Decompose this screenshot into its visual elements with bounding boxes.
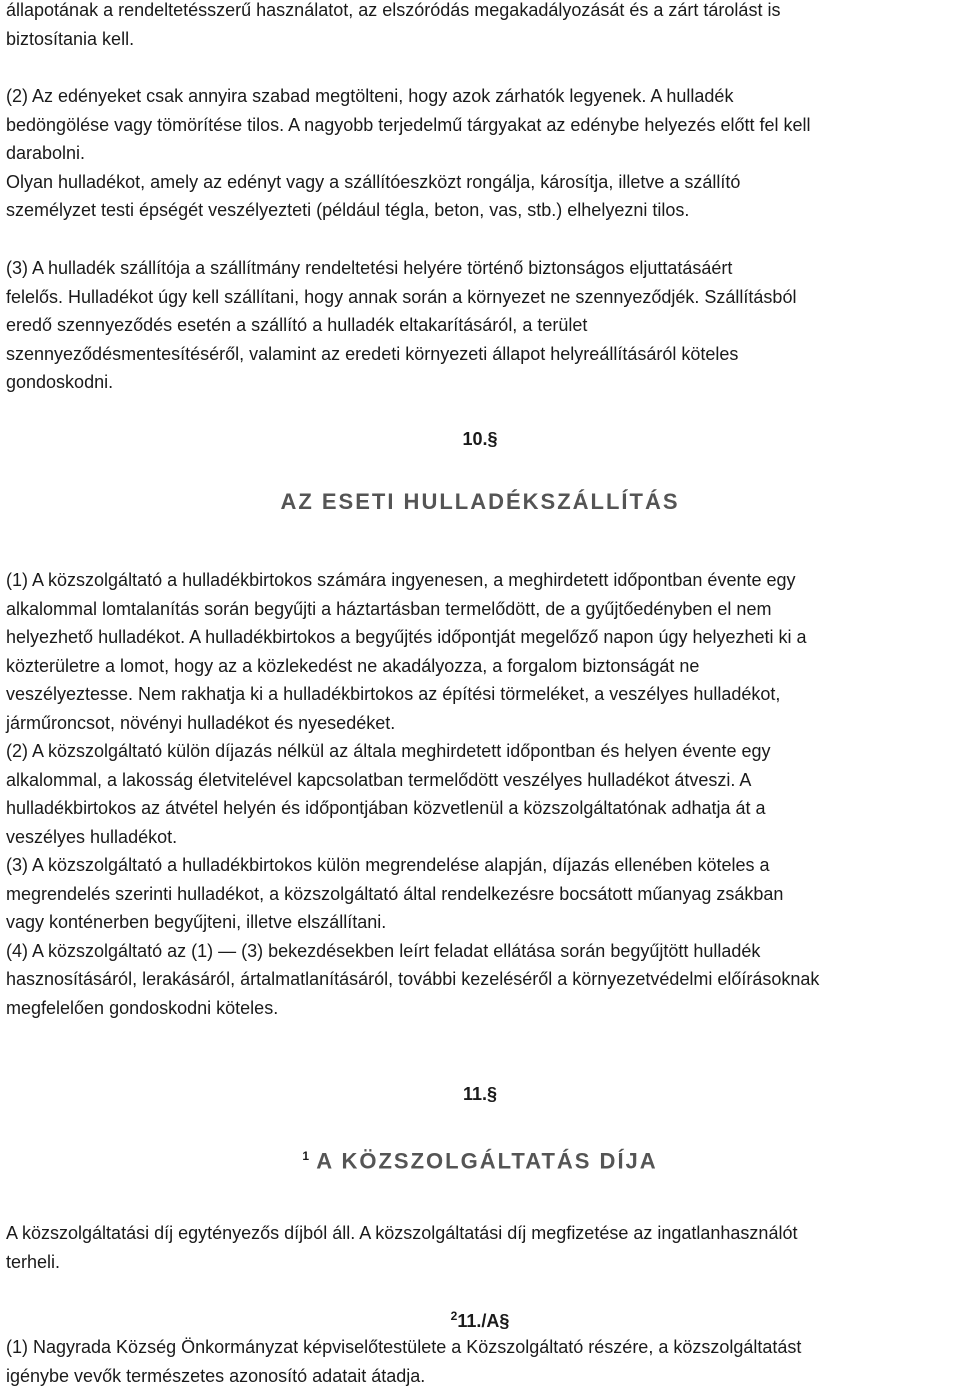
text-line: alkalommal, a lakosság életvitelével kapcsolatban termelődött veszélyes hulladékot átveszi. A	[6, 766, 956, 795]
text-line: felelős. Hulladékot úgy kell szállítani, hogy annak során a környezet ne szennyeződjék. Szállításból	[6, 283, 956, 312]
text-line: biztosítania kell.	[6, 25, 956, 54]
text-line: helyezhető hulladékot. A hulladékbirtokos a begyűjtés időpontját megelőző napon úgy helyezheti ki a	[6, 623, 956, 652]
section-title-text: A KÖZSZOLGÁLTATÁS DÍJA	[316, 1148, 657, 1173]
text-line: hasznosításáról, lerakásáról, ártalmatlanításáról, további kezeléséről a környezetvédelmi előírásoknak	[6, 965, 956, 994]
text-line: járműroncsot, növényi hulladékot és nyesedéket.	[6, 709, 956, 738]
section-number-text: 11./A§	[457, 1311, 509, 1331]
text-line: veszélyeztesse. Nem rakhatja ki a hulladékbirtokos az építési törmeléket, a veszélyes hulladékot,	[6, 680, 956, 709]
text-line: (1) Nagyrada Község Önkormányzat képviselőtestülete a Közszolgáltató részére, a közszolgáltatást	[6, 1333, 956, 1362]
text-line: Olyan hulladékot, amely az edényt vagy a szállítóeszközt rongálja, károsítja, illetve a szállító	[6, 168, 956, 197]
text-line: (2) Az edényeket csak annyira szabad megtölteni, hogy azok zárhatók legyenek. A hulladék	[6, 82, 956, 111]
text-line: szennyeződésmentesítéséről, valamint az eredeti környezeti állapot helyreállításáról köteles	[6, 340, 956, 369]
footnote-marker: 2	[451, 1309, 458, 1323]
section-title	[0, 1141, 960, 1176]
text-line: gondoskodni.	[6, 368, 956, 397]
intro-paragraph	[6, 0, 956, 53]
section-10-body	[6, 566, 956, 1022]
text-line: alkalommal lomtalanítás során begyűjti a háztartásban termelődött, de a gyűjtőedényben el nem	[6, 595, 956, 624]
section-number: 11.§	[0, 1082, 960, 1106]
text-line: személyzet testi épségét veszélyezteti (például tégla, beton, vas, stb.) elhelyezni tilos.	[6, 196, 956, 225]
text-line: (4) A közszolgáltató az (1) ― (3) bekezdésekben leírt feladat ellátása során begyűjtött hulladék	[6, 937, 956, 966]
text-line: terheli.	[6, 1248, 956, 1277]
text-line: A közszolgáltatási díj egytényezős díjból áll. A közszolgáltatási díj megfizetése az ingatlanhasználót	[6, 1219, 956, 1248]
text-line: megfelelően gondoskodni köteles.	[6, 994, 956, 1023]
text-line: veszélyes hulladékot.	[6, 823, 956, 852]
text-line: (3) A hulladék szállítója a szállítmány rendeltetési helyére történő biztonságos eljuttatásáért	[6, 254, 956, 283]
text-line: eredő szennyeződés esetén a szállító a hulladék eltakarításáról, a terület	[6, 311, 956, 340]
text-line: igénybe vevők természetes azonosító adatait átadja.	[6, 1362, 956, 1390]
text-line: darabolni.	[6, 139, 956, 168]
paragraph-9-2	[6, 82, 956, 225]
text-line: (1) A közszolgáltató a hulladékbirtokos számára ingyenesen, a meghirdetett időpontban évente egy	[6, 566, 956, 595]
section-number: 10.§	[0, 427, 960, 451]
text-line: bedöngölése vagy tömörítése tilos. A nagyobb terjedelmű tárgyakat az edénybe helyezés előtt fel kell	[6, 111, 956, 140]
text-line: (3) A közszolgáltató a hulladékbirtokos külön megrendelése alapján, díjazás ellenében köteles a	[6, 851, 956, 880]
footnote-marker: 1	[302, 1149, 309, 1163]
section-11-body	[6, 1219, 956, 1276]
text-line: állapotának a rendeltetésszerű használatot, az elszóródás megakadályozását és a zárt tárolást is	[6, 0, 956, 25]
section-number	[0, 1304, 960, 1333]
section-11a-body	[6, 1333, 956, 1390]
text-line: megrendelés szerinti hulladékot, a közszolgáltató által rendelkezésre bocsátott műanyag zsákban	[6, 880, 956, 909]
text-line: hulladékbirtokos az átvétel helyén és időpontjában közvetlenül a közszolgáltatónak adhatja át a	[6, 794, 956, 823]
section-title: AZ ESETI HULLADÉKSZÁLLÍTÁS	[0, 487, 960, 517]
paragraph-9-3	[6, 254, 956, 397]
text-line: közterületre a lomot, hogy az a közlekedést ne akadályozza, a forgalom biztonságát ne	[6, 652, 956, 681]
text-line: vagy konténerben begyűjteni, illetve elszállítani.	[6, 908, 956, 937]
text-line: (2) A közszolgáltató külön díjazás nélkül az általa meghirdetett időpontban és helyen évente egy	[6, 737, 956, 766]
